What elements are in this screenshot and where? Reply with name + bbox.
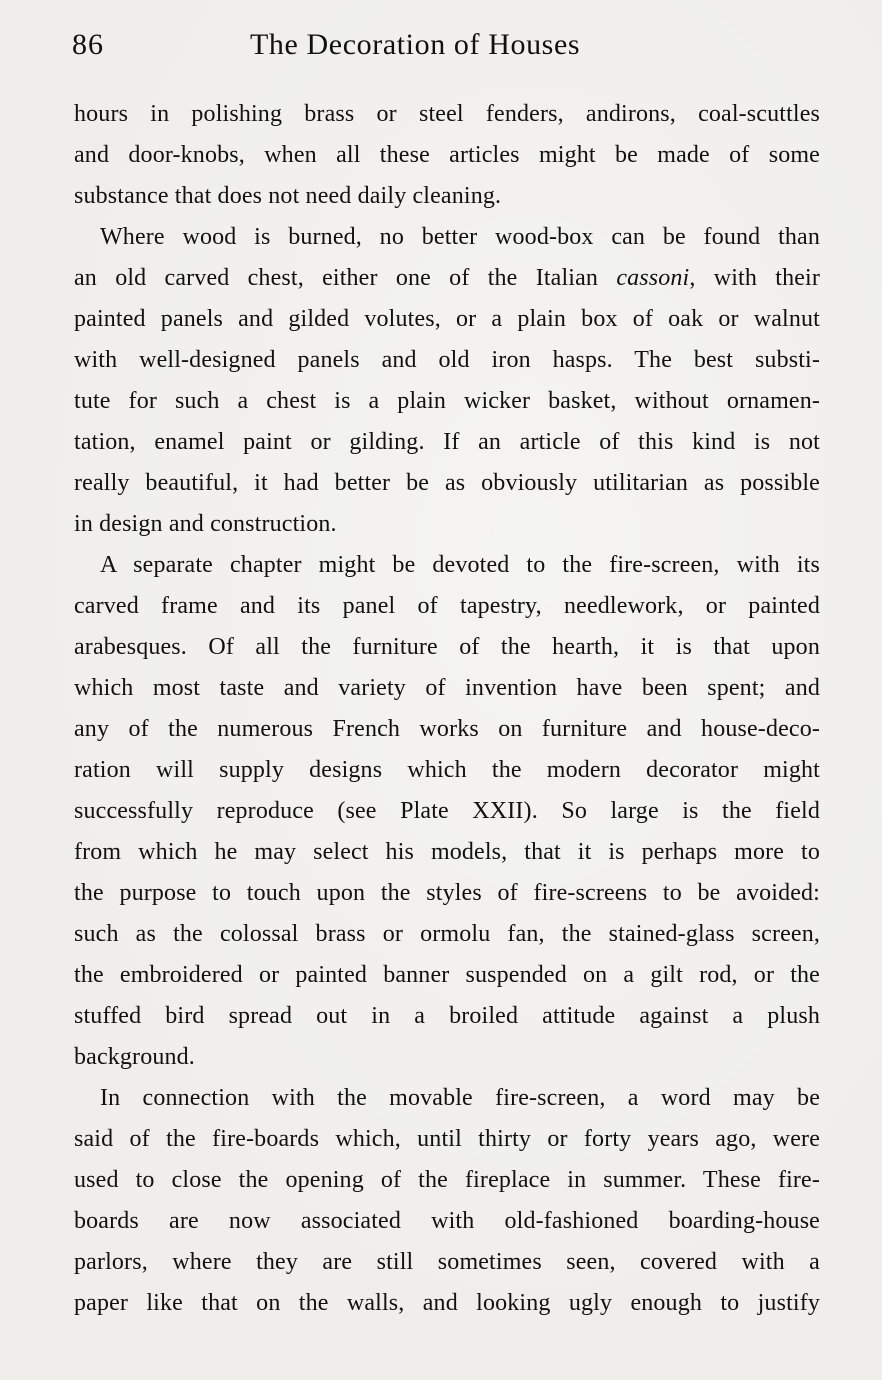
- text-line: background.: [74, 1044, 195, 1070]
- text-line: tute for such a chest is a plain wicker basket, without ornamen-: [74, 388, 820, 414]
- text-line: stuffed bird spread out in a broiled attitude against a plush: [74, 1003, 820, 1029]
- body-text: [74, 94, 820, 1324]
- text-line: said of the fire-boards which, until thirty or forty years ago, were: [74, 1126, 820, 1152]
- text-line: and door-knobs, when all these articles might be made of some: [74, 142, 820, 168]
- text-line: really beautiful, it had better be as obviously utilitarian as possible: [74, 470, 820, 496]
- text-line: any of the numerous French works on furniture and house-deco-: [74, 716, 820, 742]
- text-line: Where wood is burned, no better wood-box can be found than: [100, 224, 820, 250]
- text-line: ration will supply designs which the modern decorator might: [74, 757, 820, 783]
- text-line: in design and construction.: [74, 511, 337, 537]
- text-line: In connection with the movable fire-screen, a word may be: [100, 1085, 820, 1111]
- running-title: The Decoration of Houses: [250, 28, 581, 61]
- text-line: which most taste and variety of invention have been spent; and: [74, 675, 820, 701]
- text-line: arabesques. Of all the furniture of the hearth, it is that upon: [74, 634, 820, 660]
- text-line: from which he may select his models, that it is perhaps more to: [74, 839, 820, 865]
- text-line: painted panels and gilded volutes, or a plain box of oak or walnut: [74, 306, 820, 332]
- paragraph-2: [74, 217, 820, 545]
- text-line: tation, enamel paint or gilding. If an article of this kind is not: [74, 429, 820, 455]
- text-line: paper like that on the walls, and looking ugly enough to justify: [74, 1290, 820, 1316]
- text-line: A separate chapter might be devoted to the fire-screen, with its: [100, 552, 820, 578]
- text-line: used to close the opening of the fireplace in summer. These fire-: [74, 1167, 820, 1193]
- text-line: with well-designed panels and old iron hasps. The best substi-: [74, 347, 820, 373]
- text-line: parlors, where they are still sometimes seen, covered with a: [74, 1249, 820, 1275]
- italic-word: cassoni: [616, 265, 690, 291]
- text-line: the purpose to touch upon the styles of fire-screens to be avoided:: [74, 880, 820, 906]
- page-header: [72, 28, 822, 68]
- page-number: 86: [72, 28, 104, 61]
- text-line: the embroidered or painted banner suspended on a gilt rod, or the: [74, 962, 820, 988]
- text-line: substance that does not need daily cleaning.: [74, 183, 502, 209]
- paragraph-4: [74, 1078, 820, 1324]
- text-segment: an old carved chest, either one of the Italian: [74, 265, 617, 291]
- paragraph-3: [74, 545, 820, 1078]
- text-segment: , with their: [689, 265, 820, 291]
- paragraph-1: [74, 94, 820, 217]
- text-line: carved frame and its panel of tapestry, needlework, or painted: [74, 593, 820, 619]
- text-line: such as the colossal brass or ormolu fan, the stained-glass screen,: [74, 921, 820, 947]
- text-line: hours in polishing brass or steel fenders, andirons, coal-scuttles: [74, 101, 820, 127]
- text-line: boards are now associated with old-fashioned boarding-house: [74, 1208, 820, 1234]
- text-line: successfully reproduce (see Plate XXII). So large is the field: [74, 798, 820, 824]
- text-line-with-italic: [74, 258, 820, 299]
